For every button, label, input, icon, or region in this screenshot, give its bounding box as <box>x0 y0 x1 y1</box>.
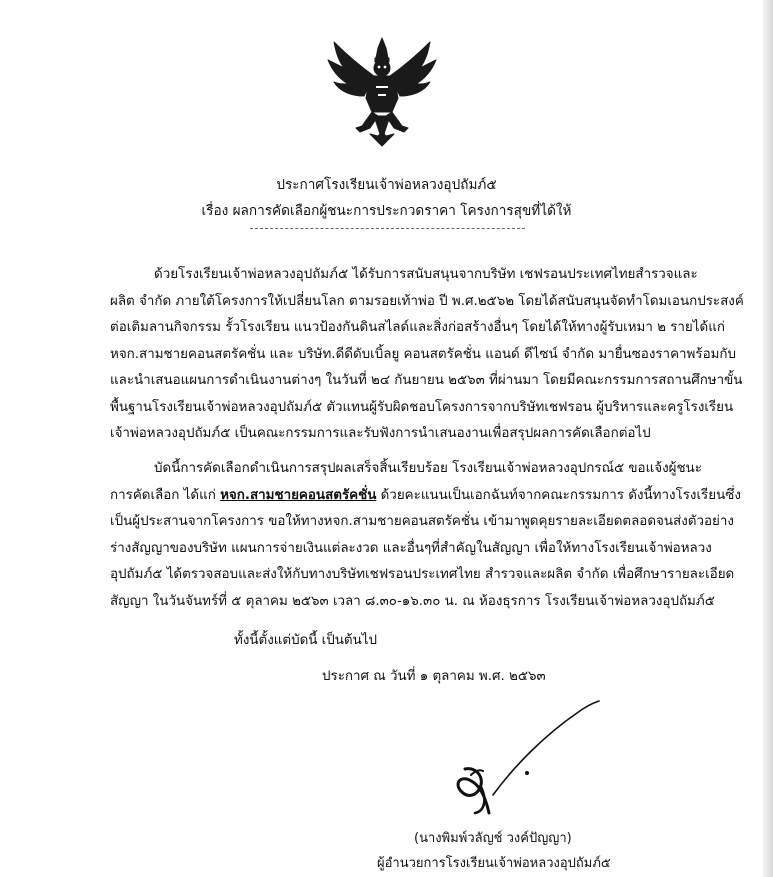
winner-name: หจก.สามชายคอนสตรัคชั่น <box>220 487 377 503</box>
signer-position: ผู้อำนวยการโรงเรียนเจ้าพ่อหลวงอุปถัมภ์๕ <box>377 856 611 871</box>
paragraph-2 <box>110 456 741 615</box>
handwritten-signature-icon <box>445 695 615 815</box>
paragraph-line: เป็นผู้ประสานจากโครงการ ขอให้ทางหจก.สามชายคอนสตรัคชั่น เข้ามาพูดคุยรายละเอียดตลอดจนส่งตัวอย่าง <box>110 514 734 529</box>
paragraph-line: พื้นฐานโรงเรียนเจ้าพ่อหลวงอุปถัมภ์๕ ตัวแทนผู้รับผิดชอบโครงการจากบริษัทเชฟรอน ผู้บริหารและครูโรงเรียน <box>110 399 734 415</box>
announcement-date: ประกาศ ณ วันที่ ๑ ตุลาคม พ.ศ. ๒๕๖๓ <box>322 669 546 684</box>
paragraph-line: ร่างสัญญาของบริษัท แผนการจ่ายเงินแต่ละงวด และอื่นๆที่สำคัญในสัญญา เพื่อให้ทางโรงเรียนเจ้าพ่อหลวง <box>110 540 712 556</box>
winner-intro: การคัดเลือก ได้แก่ <box>110 487 221 503</box>
paragraph-line: ผลิต จำกัด ภายใต้โครงการให้เปลี่ยนโลก ตามรอยเท้าพ่อ ปี พ.ศ.๒๕๖๒ โดยได้สนับสนุนจัดทำโดมเอนกประสงค์ <box>110 293 744 309</box>
paragraph-line: ต่อเติมลานกิจกรรม รั้วโรงเรียน แนวป้องกันดินสไลด์และสิ่งก่อสร้างอื่นๆ โดยได้ให้ทางผู้รับเหมา ๒ รายได้แก่ <box>110 320 725 335</box>
paragraph-line: หจก.สามชายคอนสตรัคชั่น และ บริษัท.ดีดีดับเบิ้ลยู คอนสตรัคชั่น แอนด์ ดีไซน์ จำกัด มายื่นซองราคาพร้อมกับ <box>110 346 737 362</box>
effective-statement: ทั้งนี้ตั้งแต่บัดนี้ เป็นต้นไป <box>234 633 378 648</box>
paragraph-line <box>110 483 741 510</box>
page-edge-shadow <box>763 0 773 877</box>
divider-line <box>250 228 525 229</box>
signer-name: (นางพิมพ์วลัญช์ วงค์ปัญญา) <box>414 831 572 846</box>
garuda-emblem-icon <box>326 36 438 148</box>
paragraph-1 <box>110 262 744 448</box>
paragraph-line: สัญญา ในวันจันทร์ที่ ๕ ตุลาคม ๒๕๖๓ เวลา ๘.๓๐-๑๖.๓๐ น. ณ ห้องธุรการ โรงเรียนเจ้าพ่อหลวงอุปถัมภ์๕ <box>110 593 715 609</box>
announcement-title: ประกาศโรงเรียนเจ้าพ่อหลวงอุปถัมภ์๕ <box>276 177 497 193</box>
paragraph-line: ด้วยโรงเรียนเจ้าพ่อหลวงอุปถัมภ์๕ ได้รับการสนับสนุนจากบริษัท เชฟรอนประเทศไทยสำรวจและ <box>154 267 698 282</box>
announcement-subject: เรื่อง ผลการคัดเลือกผู้ชนะการประกวดราคา โครงการสุขที่ได้ให้ <box>201 203 572 219</box>
winner-tail: ด้วยคะแนนเป็นเอกฉันท์จากคณะกรรมการ ดังนี้ทางโรงเรียนซึ่ง <box>376 487 741 503</box>
paragraph-line: เจ้าพ่อหลวงอุปถัมภ์๕ เป็นคณะกรรมการและรับฟังการนำเสนองานเพื่อสรุปผลการคัดเลือกต่อไป <box>110 426 651 441</box>
paragraph-line: และนำเสนอแผนการดำเนินงานต่างๆ ในวันที่ ๒๔ กันยายน ๒๕๖๓ ที่ผ่านมา โดยมีคณะกรรมการสถานศึกษาขั้น <box>110 373 743 388</box>
paragraph-line: บัดนี้การคัดเลือกดำเนินการสรุปผลเสร็จสิ้นเรียบร้อย โรงเรียนเจ้าพ่อหลวงอุปกรณ์๕ ขอแจ้งผู้ชนะ <box>154 461 702 476</box>
paragraph-line: อุปถัมภ์๕ ได้ตรวจสอบและส่งให้กับทางบริษัทเชฟรอนประเทศไทย สำรวจและผลิต จำกัด เพื่อศึกษารายละเอียด <box>110 567 735 582</box>
